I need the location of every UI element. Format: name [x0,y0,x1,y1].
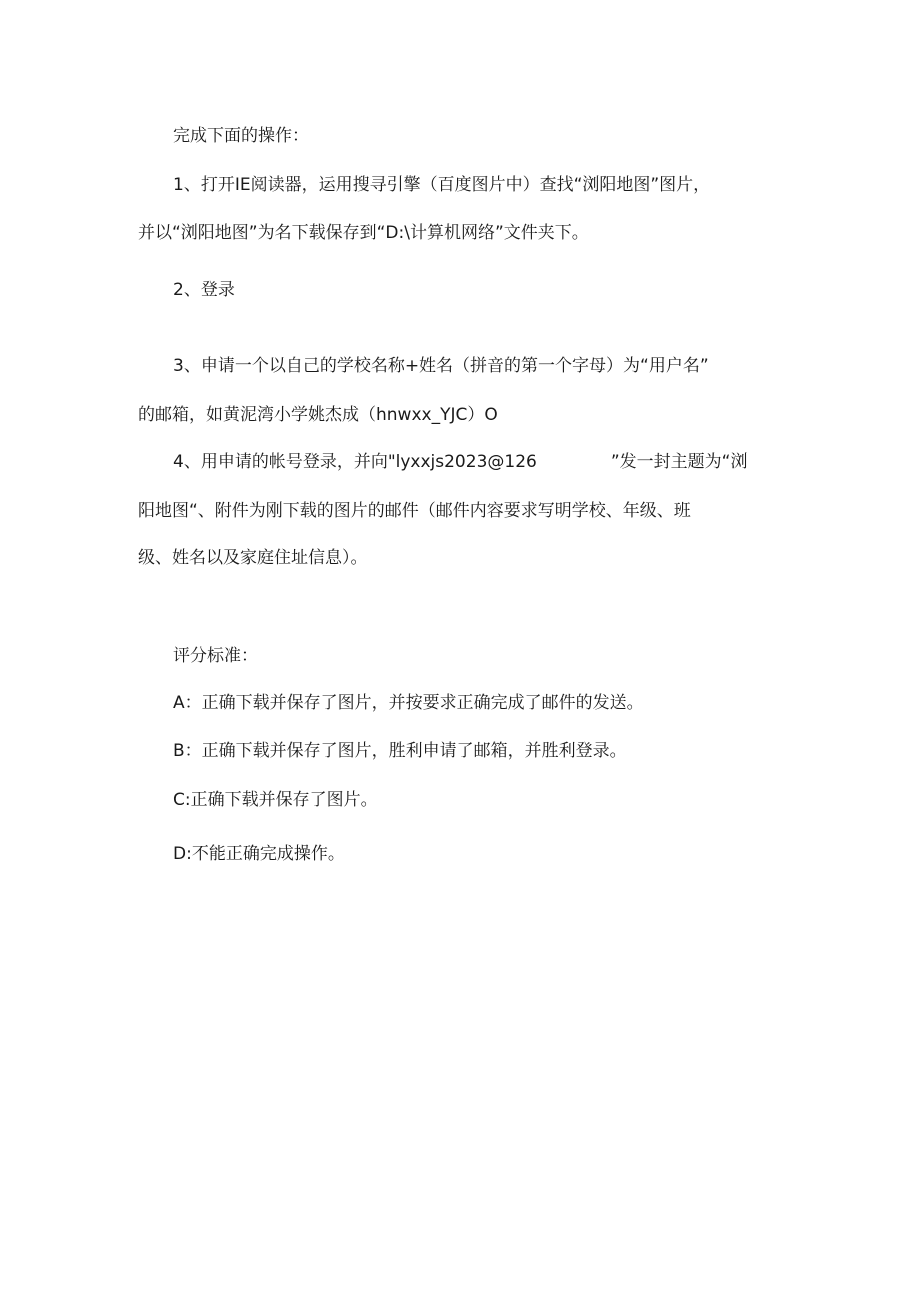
task-4-line-1-start: 4、用申请的帐号登录，并向"lyxxjs2023@126 [173,452,537,472]
criteria-heading: 评分标准： [173,646,258,666]
task-2-line-1: 2、登录 [173,280,235,300]
criteria-c: C:正确下载并保存了图片。 [173,790,378,810]
task-3-line-2: 的邮箱，如黄泥湾小学姚杰成（hnwxx_YJC）O [138,405,498,425]
criteria-d: D:不能正确完成操作。 [173,844,345,864]
task-1-line-2: 并以“浏阳地图”为名下载保存到“D:\计算机网络”文件夹下。 [138,223,589,243]
task-4-line-1-end: ”发一封主题为“浏 [610,452,748,472]
instructions-heading: 完成下面的操作： [173,126,309,146]
task-1-line-1: 1、打开IE阅读器，运用搜寻引擎（百度图片中）查找“浏阳地图”图片， [173,175,711,195]
criteria-a: A：正确下载并保存了图片，并按要求正确完成了邮件的发送。 [173,693,644,713]
task-4-line-3: 级、姓名以及家庭住址信息）。 [138,548,368,568]
task-4-line-1 [173,454,747,471]
criteria-b: B：正确下载并保存了图片，胜利申请了邮箱，并胜利登录。 [173,741,627,761]
task-4-line-2: 阳地图“、附件为刚下载的图片的邮件（邮件内容要求写明学校、年级、班 [138,501,691,521]
task-3-line-1: 3、申请一个以自己的学校名称+姓名（拼音的第一个字母）为“用户名” [173,356,709,376]
